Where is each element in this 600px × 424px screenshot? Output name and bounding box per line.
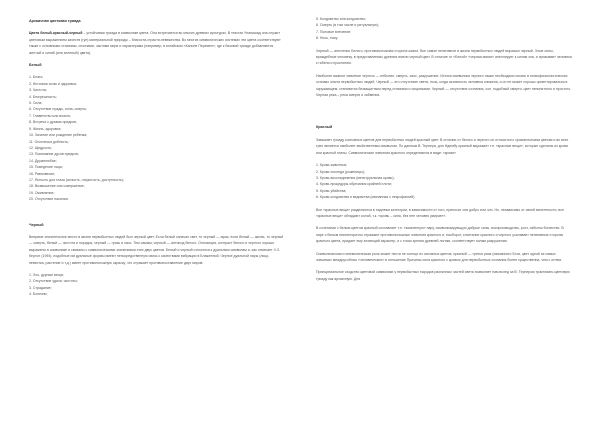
white-list [29, 74, 285, 202]
black-list [29, 272, 285, 298]
section-title: Архаичная цветовая триада [29, 19, 81, 23]
list-item: 6. Отсутствие нужды, сила, смерть; [29, 107, 87, 112]
black-paragraph: Впервые значительное место в жизни первобытных людей был черный цвет. Если белый означал свет, то черный — мрак, если белый — жизнь, то черный — смерть, белый — чистота и порядок, черный — грязь и хаос. Тем самым, черный — антипод белого. Оппозиции, контраст белого и черного хорошо выражены в символике и связаны с символическими значениями этих двух цветов. Белый и черный относятся к дуальным символам и, как отмечает Х.З. Керлот (1994), подобные им дуальные формы имеют непосредственную связь с качествами вибрации в Блаженной. Черное дуальной пары (лицо, невестка, растение и т.д.) имеет противоположную окраску, что отражает противопоставление двух миров. [29, 234, 284, 265]
list-item: 1. Зло, дурные вещи; [29, 273, 64, 277]
paragraph: Замыкает триаду косновных цветов для первобытных людей красный цвет. В отличие от белого и черного он относится к хроматическим цветам и во всех трех является наиболее звойственным символом. По данным В. Тернера, для Ндембу красный выражает т.н. «красные вещи», которые сделаны из крови или красной глины. Символические значения красного определяются в виде: «крови» [316, 137, 569, 155]
list-item: 18. Возвышение или совершение; [29, 184, 85, 189]
list-item: 4. Безгрешность; [29, 94, 57, 99]
list-item: 10. Зачатие или рождение ребенка; [29, 133, 88, 138]
list-item: 3. Кровь воссоединения (менструальная кровь); [316, 175, 395, 180]
list-item: 5. Сила; [29, 101, 43, 106]
left-column [29, 18, 285, 298]
list-item: 6. Смерть (в том числе и ритуальную); [316, 23, 379, 28]
list-item: 4. Кровь процедуры обрезания крайней плоти; [316, 182, 392, 187]
paragraph: Наиболее важное значение черного — небытие, смерть, хаос, разрушение. Истоки символики черного также необходимо искать в психофизиологических основах опыта первобытных людей. Черный — это отсутствие света, ночь, когда активность человека снижена, и он не может хорошо ориентироваться в окружающем, становится беззащитным перед стихиями и хищниками. Черный — отсутствие сознания, сон, подобный смерти, цвет непонятного и простого. Черная река – река смерти и забвения. [316, 73, 572, 98]
list-item: 4. Болезни; [29, 292, 48, 297]
list-item: 2. Отсутствие удачи, чистоты; [29, 279, 78, 284]
black-heading: Черный [29, 222, 44, 227]
black-list-continued [316, 16, 572, 42]
paragraph: Принципиальное сходство цветовой символики у первобытных народов различных частей света позволяет нам вслед за В. Тернером трактовать цветовую триаду как архаичную. Для [316, 270, 570, 281]
right-column [316, 16, 572, 282]
list-item: 7. Главенство или власть; [29, 113, 72, 118]
list-item: 17. Ясность для глаза (ясность, открытость, доступность); [29, 177, 124, 182]
list-item: 14. Дружелюбие; [29, 158, 57, 163]
list-item: 9. Жизнь, здоровье; [29, 126, 62, 131]
list-item: 3. Страдание; [29, 285, 52, 290]
paragraph: Все «красные вещи» разделяются в надлежи категории, в зависимости от того, приносит они добро или зло. Но, независимо от своей валентности, все «красные вещи» обладают силой, т.к. «кровь – сила, без нее человек умирает». [316, 207, 564, 218]
list-item: 12. Щедрость; [29, 145, 53, 150]
paragraph: Символическая и мнемоническая роль может нести не солнце из основных цветов, красный — третья раза (связанного Бога, цвет одной из самых значимых междоусобных «человеческих» в отношение Причины сила красного с кровью для первобытных сознания более существенна, чем с отнем. [316, 251, 562, 262]
list-item: 8. Встреча с духами предков; [29, 120, 77, 125]
red-heading: Красный [316, 125, 333, 130]
list-item: 5. Кровь убийства; [316, 188, 347, 193]
list-item: 19. Оживление; [29, 190, 55, 195]
list-item: 15. Поведение лица; [29, 165, 63, 170]
list-item: 1. Кровь животных; [316, 163, 348, 168]
list-item: 20. Отсутствие насилия. [29, 197, 69, 202]
list-item: 7. Половое влечение; [316, 29, 352, 34]
paragraph: В сочетании с белым цветом красный составляет т.н. «жизненную» пару, символизирующую добрые силы, воспроизводство, рост, избыток богатство. В паре с белым некатегорично отражают противоположные значения красного и, наоборот, сочетание красного и черного усиливает негативные стороны красного цвета, придает ему зловещий характер, и с точки зрения древней логики, соответствует силам разрушения. [316, 226, 564, 244]
list-item: 16. Равновесие; [29, 171, 56, 176]
intro-text: – устойчивая триада в символике цвета. Она встречается во многих древних культурах. В текстах Упанишад она служит цветовым выражением качеств (гун) материальной природы – благости-страсти-невежества. Во многих символических системах эти цвета соответствуют также с основными стихиями, сезонами, частями мира и характерами (например, в китайском «Каноне Перемен», где к базовой триаде добавляются желтый и синий (или зеленый) цвета). [29, 31, 281, 55]
list-item: 2. Кровь последа (роженицы); [316, 169, 365, 174]
list-item: 5. Колдовство или колдовство; [316, 17, 367, 21]
list-item: 6. Кровь колдовства и ведовства (связанная с некрофагией). [316, 195, 416, 200]
list-item: 1. Благо; [29, 75, 44, 80]
list-item: 13. Понимание дусов предков; [29, 152, 79, 157]
white-heading: Белый [29, 63, 42, 68]
intro-lead: Цвета белый-красный-черный [29, 31, 83, 36]
list-item: 11. Охотничья доблесть; [29, 139, 69, 144]
list-item: 3. Чистота; [29, 88, 47, 93]
red-list [316, 162, 572, 200]
intro-paragraph [29, 30, 285, 56]
list-item: 2. Источник силы и здоровья; [29, 81, 77, 86]
paragraph: Черный — антитезис Белого, противоположная сторона жизни. Все самое негативное в жизни первобытных людей выражал черный. Злые силы, враждебные человеку, в представлениях древних имели черный цвет. В отличие от «Белой» «черная магия» апеллирует к силам зла, и призывает человека к гибели и проклятию. [316, 48, 572, 66]
list-item: 8. Ночь, тьму. [316, 36, 339, 41]
